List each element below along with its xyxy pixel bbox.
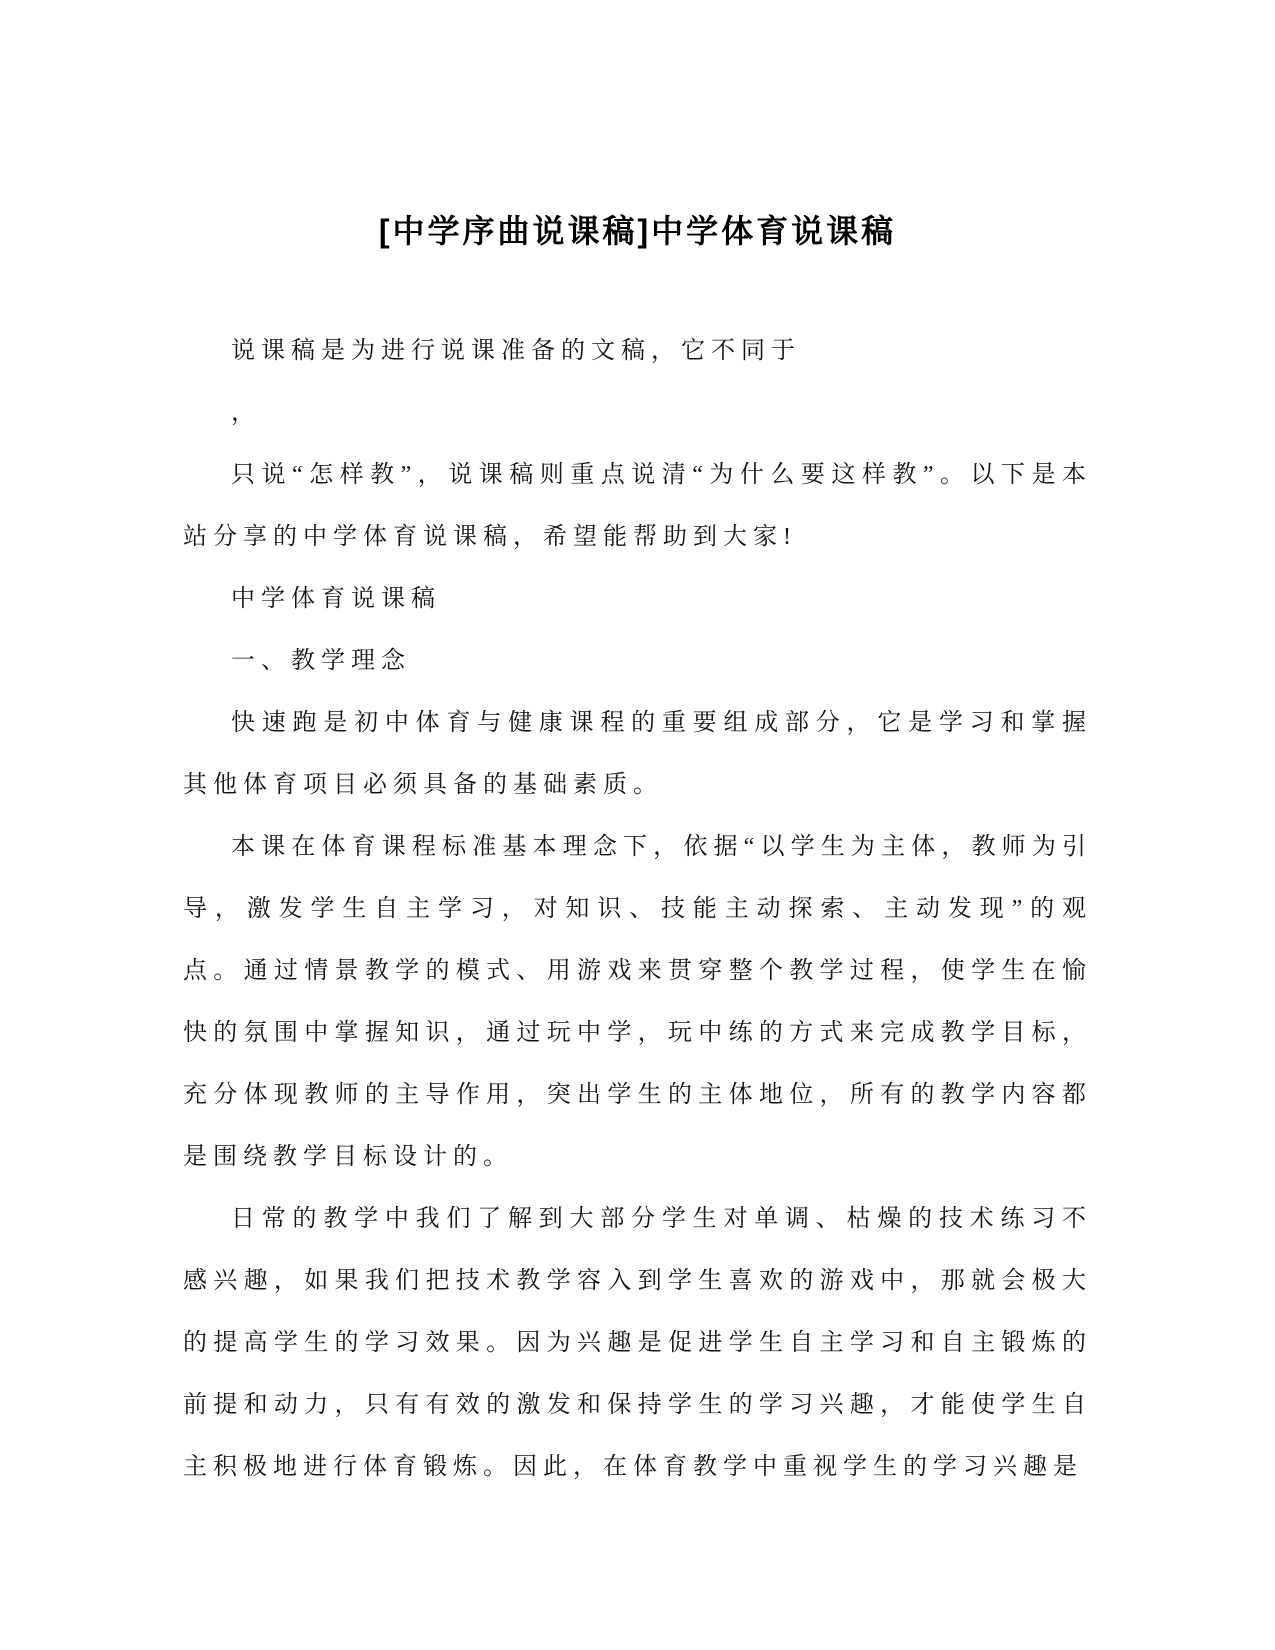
paragraph-section-heading: 一、教学理念 — [231, 648, 411, 674]
paragraph-intro-continued: 只说“怎样教”，说课稿则重点说清“为什么要这样教”。以下是本站分享的中学体育说课稿，希望能帮助到大家! — [183, 462, 1092, 550]
paragraph-concept-3: 日常的教学中我们了解到大部分学生对单调、枯燥的技术练习不感兴趣，如果我们把技术教学容入到学生喜欢的游戏中，那就会极大的提高学生的学习效果。因为兴趣是促进学生自主学习和自主锻炼的前提和动力，只有有效的激发和保持学生的学习兴趣，才能使学生自主积极地进行体育锻炼。因此，在体育教学中重视学生的学习兴趣是 — [183, 1206, 1092, 1480]
paragraph-orphan-comma: ， — [231, 400, 261, 426]
document-title: [中学序曲说课稿]中学体育说课稿 — [378, 213, 897, 249]
paragraph-concept-2: 本课在体育课程标准基本理念下，依据“以学生为主体，教师为引导，激发学生自主学习，对知识、技能主动探索、主动发现”的观点。通过情景教学的模式、用游戏来贯穿整个教学过程，使学生在愉快的氛围中掌握知识，通过玩中学，玩中练的方式来完成教学目标，充分体现教师的主导作用，突出学生的主体地位，所有的教学内容都是围绕教学目标设计的。 — [183, 834, 1092, 1170]
paragraph-intro: 说课稿是为进行说课准备的文稿，它不同于 — [231, 338, 801, 364]
paragraph-concept-1: 快速跑是初中体育与健康课程的重要组成部分，它是学习和掌握其他体育项目必须具备的基础素质。 — [183, 710, 1092, 798]
paragraph-subtitle: 中学体育说课稿 — [231, 586, 441, 612]
document-body — [183, 320, 1092, 1498]
